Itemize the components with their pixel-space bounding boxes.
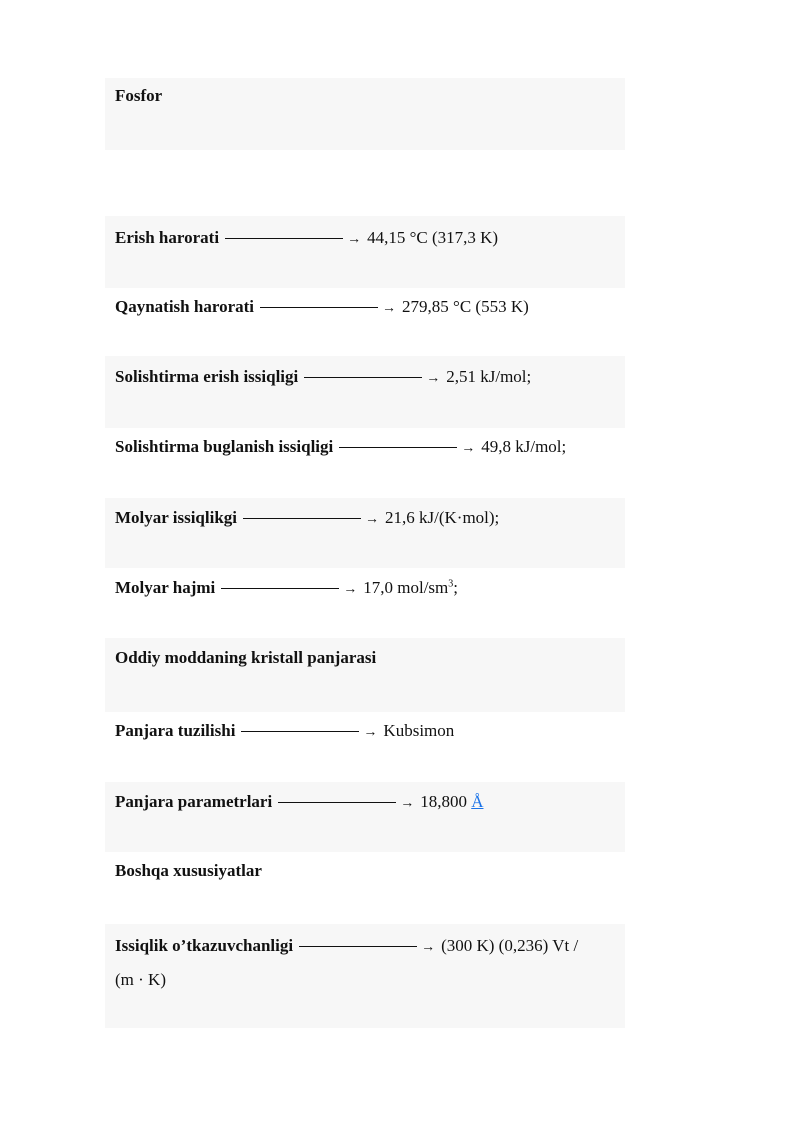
property-row xyxy=(105,356,625,428)
leader-line xyxy=(278,802,396,803)
section-heading-row xyxy=(105,852,625,924)
arrow-icon: → xyxy=(421,940,436,955)
property-value-continued: (m · K) xyxy=(115,970,166,989)
arrow-icon: → xyxy=(382,301,397,316)
property-row xyxy=(105,924,625,1028)
property-label: Panjara parametrlari xyxy=(115,792,273,811)
property-label: Molyar hajmi xyxy=(115,578,216,597)
property-value: (300 K) (0,236) Vt / xyxy=(441,936,579,955)
leader-line xyxy=(260,307,378,308)
property-value: 44,15 °C (317,3 K) xyxy=(367,228,499,247)
leader-line xyxy=(299,946,417,947)
property-label: Molyar issiqlikgi xyxy=(115,508,238,527)
property-label: Qaynatish harorati xyxy=(115,297,255,316)
property-row xyxy=(105,216,625,288)
property-value: 21,6 kJ/(K·mol); xyxy=(385,508,500,527)
title-block xyxy=(105,78,625,150)
superscript: 3 xyxy=(448,578,454,590)
leader-line xyxy=(339,447,457,448)
property-row xyxy=(105,288,625,356)
arrow-icon: → xyxy=(461,441,476,456)
arrow-icon: → xyxy=(347,232,362,247)
section-heading-row xyxy=(105,638,625,712)
property-value: 2,51 kJ/mol; xyxy=(446,367,532,386)
page-title: Fosfor xyxy=(115,86,163,105)
property-value: 279,85 °C (553 K) xyxy=(402,297,529,316)
property-row xyxy=(105,428,625,498)
value-suffix: ; xyxy=(453,578,459,597)
leader-line xyxy=(304,377,422,378)
property-value: Kubsimon xyxy=(383,721,455,740)
angstrom-link[interactable]: Å xyxy=(471,792,484,811)
property-label: Issiqlik o’tkazuvchanligi xyxy=(115,936,294,955)
arrow-icon: → xyxy=(343,582,358,597)
property-value: 17,0 mol/sm xyxy=(363,578,449,597)
property-row xyxy=(105,568,625,638)
arrow-icon: → xyxy=(365,512,380,527)
property-row xyxy=(105,498,625,568)
property-row xyxy=(105,712,625,782)
property-row xyxy=(105,782,625,852)
arrow-icon: → xyxy=(363,725,378,740)
property-label: Panjara tuzilishi xyxy=(115,721,236,740)
leader-line xyxy=(225,238,343,239)
property-label: Solishtirma buglanish issiqligi xyxy=(115,437,334,456)
property-label: Erish harorati xyxy=(115,228,220,247)
leader-line xyxy=(221,588,339,589)
property-value: 18,800 xyxy=(420,792,472,811)
leader-line xyxy=(243,518,361,519)
property-label: Solishtirma erish issiqligi xyxy=(115,367,299,386)
section-heading: Oddiy moddaning kristall panjarasi xyxy=(115,648,377,667)
arrow-icon: → xyxy=(400,796,415,811)
section-heading: Boshqa xususiyatlar xyxy=(115,861,262,880)
property-value: 49,8 kJ/mol; xyxy=(481,437,567,456)
leader-line xyxy=(241,731,359,732)
arrow-icon: → xyxy=(426,371,441,386)
